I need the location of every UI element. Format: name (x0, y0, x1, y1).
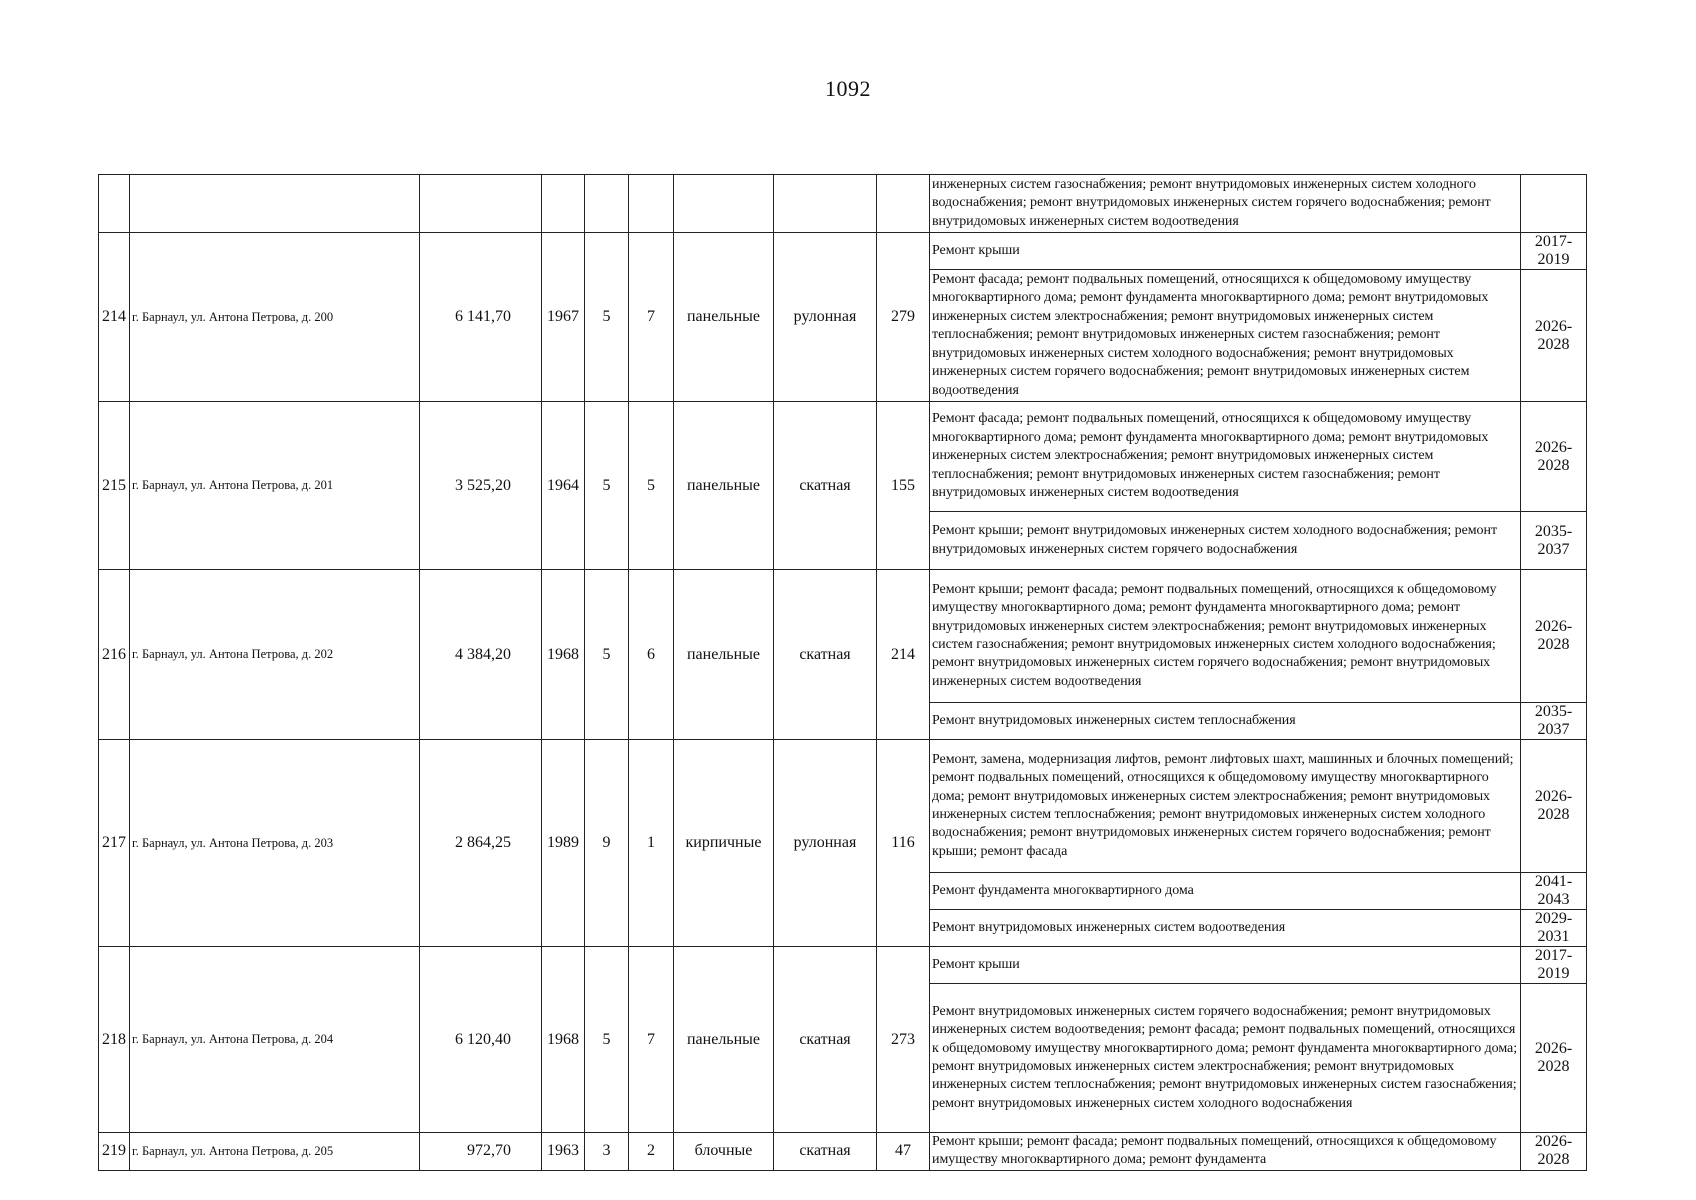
work-description: Ремонт крыши; ремонт фасада; ремонт подвальных помещений, относящихся к общедомовому имуществу многоквартирного дома; ремонт фундамента многоквартирного дома; ремонт внутридомовых инженерных систем электроснабжения; ремонт внутридомовых инженерных систем газоснабжения; ремонт внутридомовых инженерных систем холодного водоснабжения; ремонт внутридомовых инженерных систем горячего водоснабжения; ремонт внутридомовых инженерных систем водоотведения (930, 570, 1521, 703)
work-description: Ремонт внутридомовых инженерных систем теплоснабжения (930, 703, 1521, 740)
entrances: 7 (629, 947, 674, 1133)
work-period: 2035-2037 (1521, 703, 1587, 740)
roof-type: скатная (774, 402, 877, 570)
wall-material: панельные (674, 402, 774, 570)
build-year: 1963 (542, 1133, 585, 1171)
roof-type: скатная (774, 947, 877, 1133)
work-period: 2035-2037 (1521, 512, 1587, 570)
row-number: 216 (99, 570, 130, 740)
build-year: 1964 (542, 402, 585, 570)
table-row (99, 740, 1587, 873)
row-number: 219 (99, 1133, 130, 1171)
work-description: Ремонт крыши; ремонт фасада; ремонт подвальных помещений, относящихся к общедомовому имуществу многоквартирного дома; ремонт фундамента (930, 1133, 1521, 1171)
page-number: 1092 (825, 76, 871, 101)
entrances: 1 (629, 740, 674, 947)
total-area: 2 864,25 (420, 740, 542, 947)
cell-empty (774, 175, 877, 233)
table-body (99, 175, 1587, 1171)
wall-material: блочные (674, 1133, 774, 1171)
address: г. Барнаул, ул. Антона Петрова, д. 204 (130, 947, 420, 1133)
work-period: 2026-2028 (1521, 740, 1587, 873)
roof-type: скатная (774, 1133, 877, 1171)
total-area: 3 525,20 (420, 402, 542, 570)
work-period: 2017-2019 (1521, 233, 1587, 270)
floors: 5 (585, 402, 629, 570)
work-description: Ремонт крыши; ремонт внутридомовых инженерных систем холодного водоснабжения; ремонт внутридомовых инженерных систем горячего водоснабжения (930, 512, 1521, 570)
build-year: 1968 (542, 570, 585, 740)
work-description: Ремонт, замена, модернизация лифтов, ремонт лифтовых шахт, машинных и блочных помещений; ремонт подвальных помещений, относящихся к общедомовому имуществу многоквартирного дома; ремонт внутридомовых инженерных систем электроснабжения; ремонт внутридомовых инженерных систем теплоснабжения; ремонт внутридомовых инженерных систем холодного водоснабжения; ремонт внутридомовых инженерных систем горячего водоснабжения; ремонт крыши; ремонт фасада (930, 740, 1521, 873)
total-area: 6 120,40 (420, 947, 542, 1133)
work-period: 2026-2028 (1521, 1133, 1587, 1171)
work-period: 2029-2031 (1521, 910, 1587, 947)
floors: 3 (585, 1133, 629, 1171)
table-row (99, 570, 1587, 703)
floors: 9 (585, 740, 629, 947)
table-row (99, 947, 1587, 984)
entrances: 5 (629, 402, 674, 570)
entrances: 2 (629, 1133, 674, 1171)
work-period: 2017-2019 (1521, 947, 1587, 984)
wall-material: панельные (674, 570, 774, 740)
row-number: 214 (99, 233, 130, 402)
total-area: 4 384,20 (420, 570, 542, 740)
housing-repair-table (98, 174, 1587, 1171)
work-description: Ремонт крыши (930, 233, 1521, 270)
cell-empty (542, 175, 585, 233)
wall-material: кирпичные (674, 740, 774, 947)
work-period: 2041-2043 (1521, 873, 1587, 910)
total-area: 972,70 (420, 1133, 542, 1171)
floors: 5 (585, 570, 629, 740)
wall-material: панельные (674, 947, 774, 1133)
residents-count: 273 (877, 947, 930, 1133)
work-description: инженерных систем газоснабжения; ремонт внутридомовых инженерных систем холодного водоснабжения; ремонт внутридомовых инженерных систем горячего водоснабжения; ремонт внутридомовых инженерных систем водоотведения (930, 175, 1521, 233)
roof-type: рулонная (774, 740, 877, 947)
row-number: 217 (99, 740, 130, 947)
work-description: Ремонт фундамента многоквартирного дома (930, 873, 1521, 910)
floors: 5 (585, 947, 629, 1133)
continuation-row (99, 175, 1587, 233)
cell-empty (629, 175, 674, 233)
roof-type: рулонная (774, 233, 877, 402)
total-area: 6 141,70 (420, 233, 542, 402)
table-row (99, 1133, 1587, 1171)
entrances: 6 (629, 570, 674, 740)
wall-material: панельные (674, 233, 774, 402)
build-year: 1989 (542, 740, 585, 947)
table-row (99, 402, 1587, 512)
entrances: 7 (629, 233, 674, 402)
work-description: Ремонт крыши (930, 947, 1521, 984)
residents-count: 116 (877, 740, 930, 947)
build-year: 1968 (542, 947, 585, 1133)
address: г. Барнаул, ул. Антона Петрова, д. 202 (130, 570, 420, 740)
work-description: Ремонт внутридомовых инженерных систем водоотведения (930, 910, 1521, 947)
address: г. Барнаул, ул. Антона Петрова, д. 203 (130, 740, 420, 947)
roof-type: скатная (774, 570, 877, 740)
cell-empty (1521, 175, 1587, 233)
residents-count: 279 (877, 233, 930, 402)
row-number: 218 (99, 947, 130, 1133)
residents-count: 155 (877, 402, 930, 570)
work-description: Ремонт внутридомовых инженерных систем горячего водоснабжения; ремонт внутридомовых инженерных систем водоотведения; ремонт фасада; ремонт подвальных помещений, относящихся к общедомовому имуществу многоквартирного дома; ремонт фундамента многоквартирного дома; ремонт внутридомовых инженерных систем электроснабжения; ремонт внутридомовых инженерных систем теплоснабжения; ремонт внутридомовых инженерных систем газоснабжения; ремонт внутридомовых инженерных систем холодного водоснабжения (930, 984, 1521, 1133)
work-description: Ремонт фасада; ремонт подвальных помещений, относящихся к общедомовому имуществу многоквартирного дома; ремонт фундамента многоквартирного дома; ремонт внутридомовых инженерных систем электроснабжения; ремонт внутридомовых инженерных систем теплоснабжения; ремонт внутридомовых инженерных систем газоснабжения; ремонт внутридомовых инженерных систем холодного водоснабжения; ремонт внутридомовых инженерных систем горячего водоснабжения; ремонт внутридомовых инженерных систем водоотведения (930, 270, 1521, 402)
cell-empty (130, 175, 420, 233)
cell-empty (420, 175, 542, 233)
row-number: 215 (99, 402, 130, 570)
cell-empty (674, 175, 774, 233)
address: г. Барнаул, ул. Антона Петрова, д. 200 (130, 233, 420, 402)
work-period: 2026-2028 (1521, 984, 1587, 1133)
floors: 5 (585, 233, 629, 402)
work-description: Ремонт фасада; ремонт подвальных помещений, относящихся к общедомовому имуществу многоквартирного дома; ремонт фундамента многоквартирного дома; ремонт внутридомовых инженерных систем электроснабжения; ремонт внутридомовых инженерных систем теплоснабжения; ремонт внутридомовых инженерных систем газоснабжения; ремонт внутридомовых инженерных систем водоотведения (930, 402, 1521, 512)
address: г. Барнаул, ул. Антона Петрова, д. 201 (130, 402, 420, 570)
cell-empty (99, 175, 130, 233)
work-period: 2026-2028 (1521, 402, 1587, 512)
residents-count: 214 (877, 570, 930, 740)
build-year: 1967 (542, 233, 585, 402)
address: г. Барнаул, ул. Антона Петрова, д. 205 (130, 1133, 420, 1171)
table-row (99, 233, 1587, 270)
work-period: 2026-2028 (1521, 270, 1587, 402)
residents-count: 47 (877, 1133, 930, 1171)
cell-empty (585, 175, 629, 233)
cell-empty (877, 175, 930, 233)
work-period: 2026-2028 (1521, 570, 1587, 703)
